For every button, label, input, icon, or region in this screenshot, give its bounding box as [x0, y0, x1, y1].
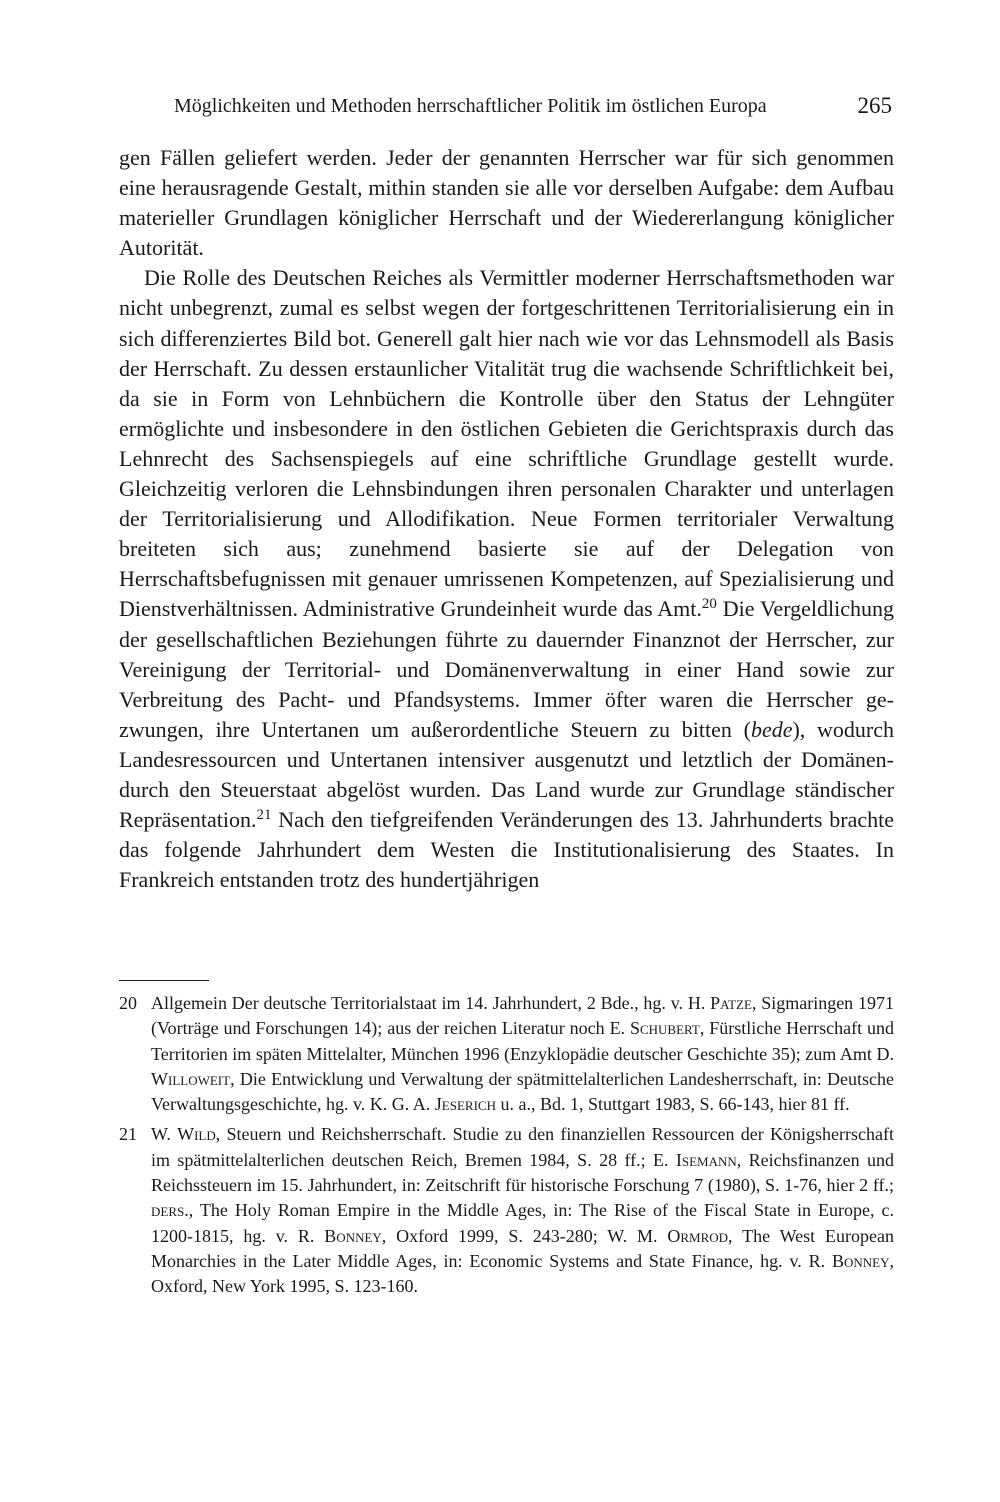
author-name: Jeserich: [434, 1094, 496, 1115]
footnote-text: [151, 1122, 894, 1299]
body-text: [119, 143, 894, 895]
paragraph-2-text-c: ), wodurch Landesressourcen und Untertanen intensiver ausgenutzt und letztlich der Domänen- durch den Steuerstaat abgelöst wurden. Das Land wurde zur Grundlage ständischer Repräsentation.: [119, 716, 894, 833]
fn-text-run: , Sigmaringen 1971 (Vorträge und Forschungen 14); aus der reichen Literatur noch E.: [151, 993, 894, 1039]
author-name: Bonney: [324, 1225, 382, 1246]
footnote-21: [119, 1122, 894, 1299]
author-name: Ormrod: [667, 1225, 729, 1246]
footnotes: [119, 991, 894, 1300]
fn-text-run: , Reichsfinanzen und Reichssteuern im 15. Jahrhundert, in: Zeitschrift für historische Forschung 7 (1980), S. 1-76, hier 2 ff.;: [151, 1149, 894, 1196]
paragraph-2-text-b: Die Vergeldlichung der gesellschaftlichen Beziehungen führte zu dauernder Finanznot der Herrscher, zur Vereinigung der Territorial- und Domänenverwaltung in einer Hand sowie zur Verbreitung des Pacht- und Pfandsystems. Immer öfter waren die Herrscher gezwungen, ihre Untertanen um außerordentliche Steuern zu bitten (: [119, 596, 894, 742]
fn-text-run: Allgemein Der deutsche Territorialstaat im 14. Jahrhundert, 2 Bde., hg. v. H.: [151, 993, 711, 1013]
author-name: Patze: [710, 993, 752, 1013]
fn-text-run: , Oxford 1999, S. 243-280; W. M.: [381, 1225, 668, 1246]
fn-text-run: , The Holy Roman Empire in the Middle Ages, in: The Rise of the Fiscal State in Europe, c. 1200-1815, hg. v. R.: [151, 1200, 894, 1246]
fn-text-run: u. a., Bd. 1, Stuttgart 1983, S. 66-143, hier 81 ff.: [495, 1094, 850, 1115]
author-name: Schubert: [629, 1018, 700, 1039]
footnote-divider: [119, 980, 209, 981]
fn-text-run: , Oxford, New York 1995, S. 123-160.: [151, 1250, 894, 1297]
author-name: Willoweit: [151, 1068, 231, 1089]
fn-text-run: , The West European Monarchies in the Later Middle Ages, in: Economic Systems and State Finance, hg. v. R.: [151, 1225, 894, 1271]
footnote-ref-21[interactable]: 21: [256, 806, 272, 823]
fn-text-run: W.: [151, 1124, 178, 1145]
paragraph-2-text-a: Die Rolle des Deutschen Reiches als Vermittler moderner Herrschaftsmethoden war nicht unbegrenzt, zumal es selbst wegen der fortgeschrittenen Territorialisierung ein in sich differenziertes Bild bot. Generell galt hier nach wie vor das Lehnsmodell als Basis der Herrschaft. Zu dessen erstaunlicher Vitalität trug die wachsende Schriftlichkeit bei, da sie in Form von Lehnbüchern die Kontrolle über den Status der Lehngüter ermöglichte und insbesondere in den östlichen Gebieten die Gerichtspraxis durch das Lehnrecht des Sachsenspiegels auf eine schriftliche Grundlage gestellt wurde. Gleichzeitig verloren die Lehnsbindungen ihren personalen Charakter und unterlagen der Territorialisierung und Allodifikation. Neue Formen territorialer Verwaltung breiteten sich aus; zunehmend basierte sie auf der Delegation von Herrschaftsbefugnissen mit genauer umrissenen Kompetenzen, auf Spezialisierung und Dienstverhältnissen. Administrative Grundeinheit wurde das Amt.: [119, 265, 894, 622]
author-name: ders.: [151, 1200, 189, 1221]
footnote-number: 21: [119, 1124, 137, 1145]
term-bede: bede: [750, 716, 793, 742]
footnote-text: [151, 991, 894, 1117]
author-name: Wild: [177, 1124, 216, 1145]
fn-text-run: , Die Entwicklung und Verwaltung der spätmittelalterlichen Landesherrschaft, in: Deutsche Verwaltungsgeschichte, hg. v. K. G. A.: [151, 1068, 894, 1115]
paragraph-2-text-d: Nach den tiefgreifenden Veränderungen des 13. Jahrhunderts brachte das folgende Jahrhundert dem Westen die Institutionalisierung des Staates. In Frankreich entstanden trotz des hundertjährigen: [119, 807, 894, 893]
fn-text-run: , Steuern und Reichsherrschaft. Studie zu den finanziellen Ressourcen der Königsherrschaft im spätmittelalterlichen deutschen Reich, Bremen 1984, S. 28 ff.; E.: [151, 1124, 894, 1170]
running-head: [174, 93, 894, 125]
author-name: Bonney: [832, 1250, 890, 1271]
paragraph-2: [119, 263, 894, 895]
paragraph-1: gen Fällen geliefert werden. Jeder der genannten Herrscher war für sich genommen eine herausragende Gestalt, mithin standen sie alle vor derselben Aufgabe: dem Aufbau materieller Grundlagen königlicher Herrschaft und der Wiedererlangung königlicher Autorität.: [119, 145, 894, 261]
footnote-20: [119, 991, 894, 1117]
fn-text-run: , Fürstliche Herrschaft und Territorien im späten Mittelalter, München 1996 (Enzyklopädie deutscher Geschichte 35); zum Amt D.: [151, 1018, 895, 1064]
footnote-number: 20: [119, 993, 137, 1013]
page-number: 265: [857, 93, 892, 118]
footnote-ref-20[interactable]: 20: [701, 596, 717, 613]
author-name: Isemann: [675, 1149, 737, 1170]
running-title: Möglichkeiten und Methoden herrschaftlicher Politik im östlichen Europa: [174, 95, 767, 117]
